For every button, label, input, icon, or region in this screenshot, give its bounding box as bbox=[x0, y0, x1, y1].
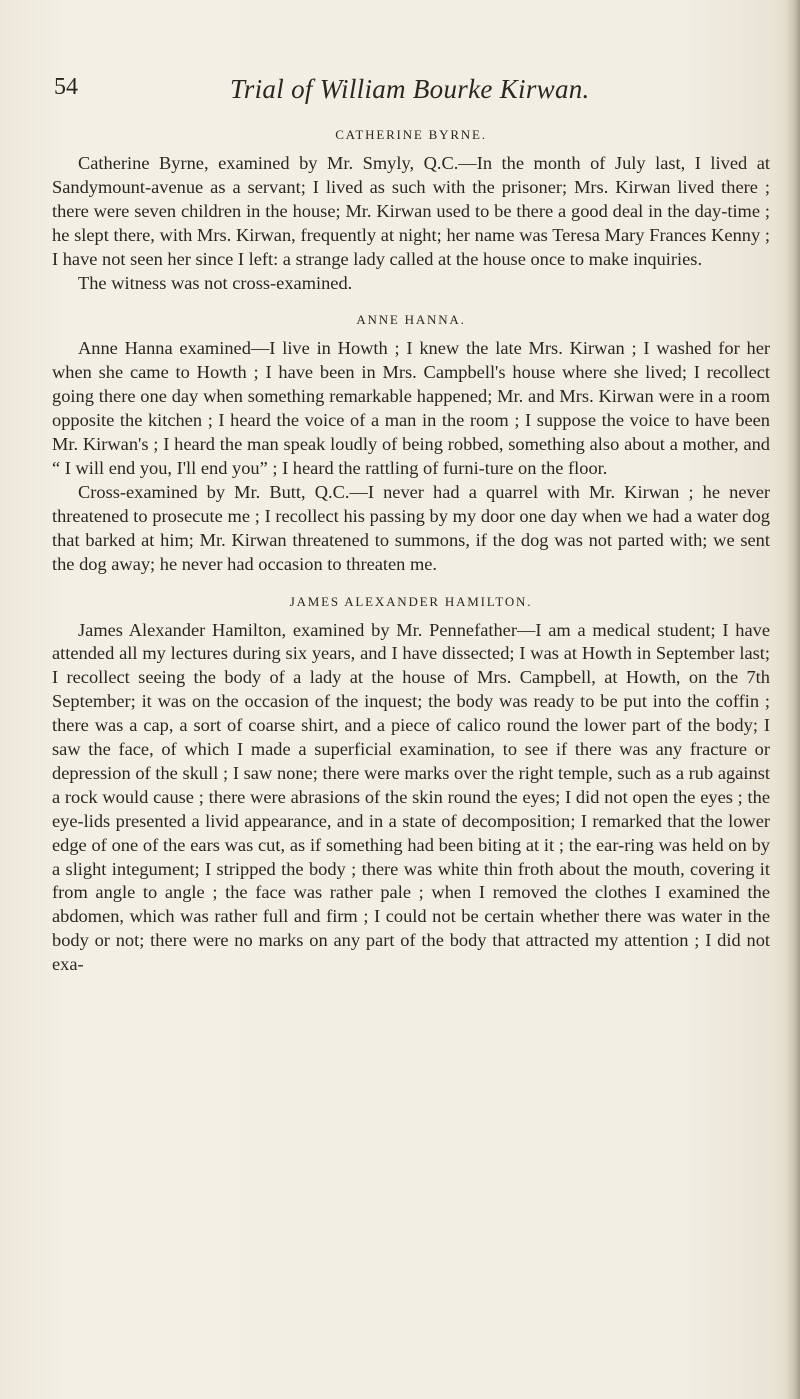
testimony-paragraph: Catherine Byrne, examined by Mr. Smyly, Q.C.—In the month of July last, I lived at Sandymount-avenue as a servant; I lived as such with the prisoner; Mrs. Kirwan lived there ; there were seven children in the house; Mr. Kirwan used to be there a good deal in the day-time ; he slept there, with Mrs. Kirwan, frequently at night; her name was Teresa Mary Frances Kenny ; I have not seen her since I left: a strange lady called at the house once to make inquiries. bbox=[52, 153, 770, 269]
testimony-paragraph: James Alexander Hamilton, examined by Mr. Pennefather—I am a medical student; I have attended all my lectures during six years, and I have dissected; I was at Howth in September last; I recollect seeing the body of a lady at the house of Mrs. Campbell, at Howth, on the 7th September; it was on the occasion of the inquest; the body was ready to be put into the coffin ; there was a cap, a sort of coarse shirt, and a piece of calico round the lower part of the body; I saw the face, of which I made a superficial examination, to see if there was any fracture or depression of the skull ; I saw none; there were marks over the right temple, such as a rub against a rock would cause ; there were abrasions of the skin round the eyes; I did not open the eyes ; the eye-lids presented a livid appearance, and in a state of decomposition; I remarked that the lower edge of one of the ears was cut, as if something had been biting at it ; the ear-ring was held on by a slight integument; I stripped the body ; there was white thin froth about the mouth, covering it from angle to angle ; the face was rather pale ; when I removed the clothes I examined the abdomen, which was rather full and firm ; I could not be certain whether there was water in the body or not; there were no marks on any part of the body that attracted my attention ; I did not exa- bbox=[52, 619, 770, 975]
testimony-james-alexander-hamilton bbox=[52, 593, 770, 978]
running-title: Trial of William Bourke Kirwan. bbox=[230, 74, 590, 104]
page-body bbox=[52, 126, 770, 977]
page-number: 54 bbox=[54, 74, 78, 100]
testimony-paragraph: The witness was not cross-examined. bbox=[78, 272, 353, 293]
page-edge-shadow bbox=[786, 0, 800, 1399]
testimony-paragraph: Cross-examined by Mr. Butt, Q.C.—I never had a quarrel with Mr. Kirwan ; he never threatened to prosecute me ; I recollect his passing by my door one day when we had a water dog that barked at him; Mr. Kirwan threatened to summons, if the dog was not parted with; we sent the dog away; he never had occasion to threaten me. bbox=[52, 481, 770, 574]
witness-heading: CATHERINE BYRNE. bbox=[335, 127, 487, 142]
witness-heading: ANNE HANNA. bbox=[356, 312, 466, 328]
witness-heading: JAMES ALEXANDER HAMILTON. bbox=[289, 593, 533, 609]
page-header bbox=[54, 74, 774, 114]
testimony-paragraph: Anne Hanna examined—I live in Howth ; I knew the late Mrs. Kirwan ; I washed for her when she came to Howth ; I have been in Mrs. Campbell's house where she lived; I recollect going there one day when something remarkable happened; Mr. and Mrs. Kirwan were in a room opposite the kitchen ; I heard the voice of a man in the room ; I suppose the voice to have been Mr. Kirwan's ; I heard the man speak loudly of being robbed, something also about a mother, and “ I will end you, I'll end you” ; I heard the rattling of furni-ture on the floor. bbox=[52, 338, 770, 478]
testimony-anne-hanna bbox=[52, 311, 770, 576]
testimony-catherine-byrne bbox=[52, 126, 770, 295]
